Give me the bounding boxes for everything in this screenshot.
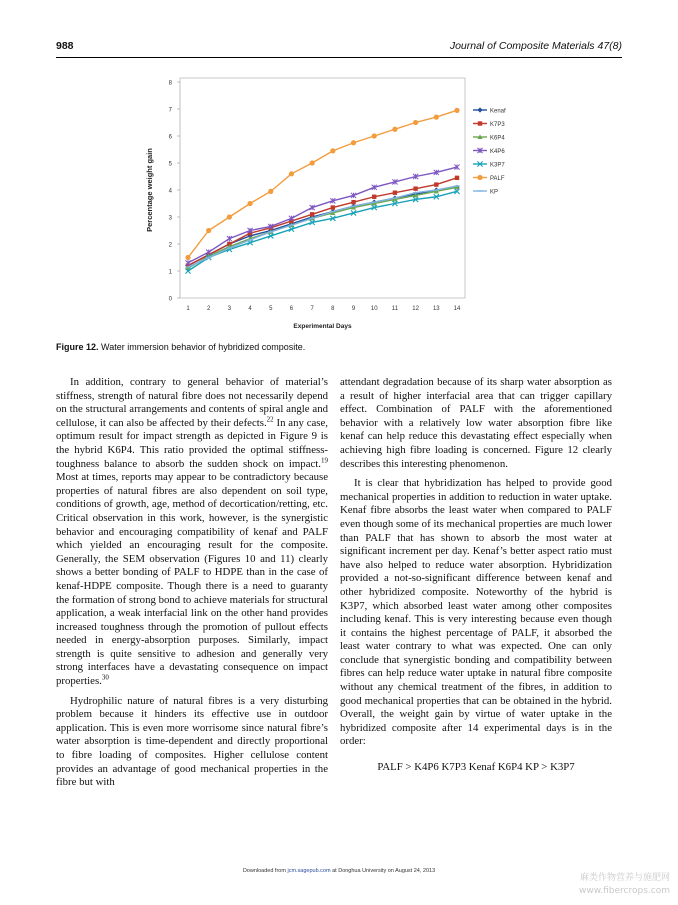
series-line-palf xyxy=(188,110,457,257)
figure-caption-text: Water immersion behavior of hybridized composite. xyxy=(101,342,306,352)
figure-caption xyxy=(56,342,622,352)
x-tick-label: 8 xyxy=(331,306,335,312)
figure-12-chart xyxy=(140,70,520,340)
x-tick-label: 11 xyxy=(391,306,399,312)
page-number: 988 xyxy=(56,40,74,52)
watermark-cn: 麻类作物营养与施肥网 xyxy=(579,873,670,883)
journal-link[interactable]: jcm.sagepub.com xyxy=(287,868,331,874)
watermark-url: www.fibercrops.com xyxy=(579,886,670,896)
legend-marker-k7p3 xyxy=(478,121,482,125)
data-point-k7p3 xyxy=(455,176,459,180)
legend-label-k4p6: K4P6 xyxy=(490,148,505,155)
y-tick-label: 3 xyxy=(168,215,172,222)
y-tick-label: 1 xyxy=(168,269,172,276)
data-point-k4p6 xyxy=(206,250,211,255)
data-point-k7p3 xyxy=(413,186,417,190)
download-footer: Downloaded from jcm.sagepub.com at Donghua University on August 24, 2013 xyxy=(242,868,436,874)
journal-title: Journal of Composite Materials 47(8) xyxy=(449,40,622,52)
x-tick-label: 1 xyxy=(186,306,190,312)
y-tick-label: 2 xyxy=(168,242,172,249)
y-tick-label: 4 xyxy=(168,188,172,195)
legend-marker-palf xyxy=(477,175,482,180)
data-point-k7p3 xyxy=(372,195,376,199)
x-tick-label: 13 xyxy=(432,306,440,312)
x-tick-label: 4 xyxy=(248,306,252,312)
data-point-palf xyxy=(434,115,439,120)
data-point-palf xyxy=(206,228,211,233)
figure-label: Figure 12. xyxy=(56,342,99,352)
right-paragraph-2: It is clear that hybridization has helped to provide good mechanical properties in addition to reduction in water uptake. Kenaf fibre absorbs the least water when compared to PALF even though some of its mechanical properties are much lower than PALF that has shown to absorb the most water at significant increment per day. Kenaf’s better aspect ratio must have also helped to reduce water absorption. Hybridization provided a not-so-significant difference between kenaf and other hybridized composite. Noteworthy of the hybrid is K3P7, which absorbed least water among other composites including kenaf. This is very interesting because even though it contains the highest percentage of PALF, it absorbed the least water contrary to what was expected. One can only conclude that synergistic bonding and compatibility between fibres can help reduce water uptake in natural fibre composite without any chemical treatment of the fibres, in addition to good mechanical properties that can be obtained in the hybrid. Overall, the weight gain by virtue of water uptake in the hybridized composite after 14 experimental days is in the order: xyxy=(340,477,612,748)
data-point-k7p3 xyxy=(434,182,438,186)
citation-22[interactable]: 22 xyxy=(266,415,274,424)
x-tick-label: 10 xyxy=(370,306,378,312)
legend-label-k3p7: K3P7 xyxy=(490,162,505,169)
x-tick-label: 7 xyxy=(310,306,314,312)
citation-19[interactable]: 19 xyxy=(321,455,328,464)
data-point-palf xyxy=(310,160,315,165)
y-tick-label: 5 xyxy=(168,161,172,168)
x-axis-label: Experimental Days xyxy=(293,323,352,330)
x-tick-label: 3 xyxy=(227,306,232,312)
data-point-palf xyxy=(185,255,190,260)
x-tick-label: 2 xyxy=(207,306,211,312)
y-tick-label: 0 xyxy=(168,296,172,303)
legend-label-k6p4: K6P4 xyxy=(490,135,505,142)
left-paragraph-1: In addition, contrary to general behavior of material’s stiffness, strength of natural fibre does not necessarily depend on the structural arrangements and contents of spiral angle and cellulose, it can also be affected by their defects.$^{22}$ In any case, optimum result for impact strength as depicted in Figure 9 is the hybrid K6P4. This ratio provided the optimal stiffness-toughness balance to absorb the sudden shock on impact.$^{19}$ Most at times, reports may appear to be contradictory because properties of natural fibres are also dependent on soil type, conditions of growth, age, method of decortication/retting, etc. Critical observation in this work, however, is the synergistic behavior and encouraging compatibility of kenaf and PALF which yielded an encouraging result for the composite. Generally, the SEM observation (Figures 10 and 11) clearly shows a better bonding of PALF to HDPE than in the case of kenaf-HDPE composite. Though there is a need to guaranty the formation of strong bond to achieve materials for structural application, a weak interfacial link on the other hand provides increased toughness through the promotion of pullout effects needed in energy-absorption purposes. Similarly, impact strength is quite sensitive to adhesion and generally very strong interfaces have a devastating consequence on impact properties.$^{30}$ xyxy=(56,376,328,688)
legend-label-palf: PALF xyxy=(490,175,505,182)
data-point-palf xyxy=(330,148,335,153)
legend-label-kp: KP xyxy=(490,189,499,196)
legend-label-k7p3: K7P3 xyxy=(490,121,505,128)
data-point-palf xyxy=(268,189,273,194)
x-tick-label: 12 xyxy=(412,306,419,312)
data-point-palf xyxy=(289,171,294,176)
x-tick-label: 6 xyxy=(289,306,294,312)
right-column xyxy=(340,376,612,781)
x-tick-label: 5 xyxy=(269,306,273,312)
series-line-k3p7 xyxy=(188,191,457,271)
x-tick-label: 14 xyxy=(453,306,461,312)
y-tick-label: 8 xyxy=(168,80,172,87)
data-point-palf xyxy=(351,140,356,145)
left-column xyxy=(56,376,328,796)
header-rule xyxy=(56,57,622,58)
data-point-k4p6 xyxy=(185,260,190,265)
right-paragraph-1: attendant degradation because of its sharp water absorption as a result of higher interfacial area that can trigger capillary effect. Combination of PALF with the aforementioned behavior with a relatively low water absorption fibre like kenaf can help reduce this devastating effect especially when achieving high fibre loading is concerned. Figure 12 clearly describes this interesting phenomenon. xyxy=(340,376,612,470)
data-point-palf xyxy=(454,108,459,113)
citation-30[interactable]: 30 xyxy=(101,673,109,682)
absorption-order: PALF > K4P6 K7P3 Kenaf K6P4 KP > K3P7 xyxy=(377,761,575,774)
watermark xyxy=(579,872,670,898)
series-line-k7p3 xyxy=(188,178,457,266)
data-point-k7p3 xyxy=(351,200,355,204)
data-point-palf xyxy=(247,201,252,206)
data-point-palf xyxy=(392,127,397,132)
y-tick-label: 6 xyxy=(168,134,172,141)
y-tick-label: 7 xyxy=(168,107,172,114)
legend-marker-kenaf xyxy=(477,107,482,112)
legend-label-kenaf: Kenaf xyxy=(490,108,506,115)
data-point-palf xyxy=(227,214,232,219)
data-point-k7p3 xyxy=(331,205,335,209)
data-point-palf xyxy=(372,133,377,138)
data-point-k7p3 xyxy=(393,191,397,195)
y-axis-label: Percentage weight gain xyxy=(145,148,154,232)
x-tick-label: 9 xyxy=(351,306,356,312)
data-point-palf xyxy=(413,120,418,125)
left-paragraph-2: Hydrophilic nature of natural fibres is a very disturbing problem because it hinders its effective use in outdoor application. This is even more worrisome since natural fibre’s water absorption is time-dependent and directly proportional to fibre loading of composites. Higher cellulose content provides an advantage of good mechanical properties in the fibre but with xyxy=(56,694,328,789)
